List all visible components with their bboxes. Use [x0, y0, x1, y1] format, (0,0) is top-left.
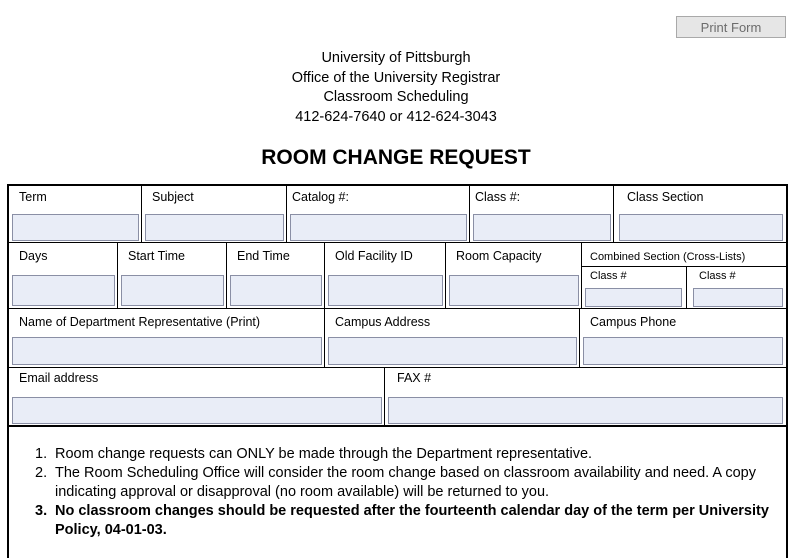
end-time-field[interactable]	[230, 275, 322, 306]
end-time-cell	[227, 243, 325, 309]
fax-label: FAX #	[397, 371, 432, 385]
class-number-field[interactable]	[473, 214, 611, 241]
combined-section-cell	[582, 243, 786, 309]
start-time-label: Start Time	[128, 249, 185, 263]
campus-address-label: Campus Address	[335, 315, 431, 329]
catalog-label: Catalog #:	[292, 190, 349, 204]
days-label: Days	[19, 249, 48, 263]
fax-cell	[385, 368, 786, 425]
subject-field[interactable]	[145, 214, 284, 241]
subject-label: Subject	[152, 190, 194, 204]
class-section-cell	[614, 186, 786, 243]
start-time-cell	[118, 243, 227, 309]
campus-phone-cell	[580, 309, 786, 368]
instruction-item-policy: 3. No classroom changes should be requested after the fourteenth calendar day of the term per University Policy, 04-01-03.	[35, 503, 769, 538]
room-capacity-label: Room Capacity	[456, 249, 542, 263]
days-field[interactable]	[12, 275, 115, 306]
end-time-label: End Time	[237, 249, 290, 263]
instruction-item: 2. The Room Scheduling Office will consider the room change based on classroom availability and need. A copy indicating approval or disapproval (no room available) will be returned to you.	[35, 465, 756, 500]
class-number-label: Class #:	[475, 190, 521, 204]
office-name: Office of the University Registrar	[291, 69, 501, 86]
cross-list-class-field-a[interactable]	[585, 288, 682, 307]
term-field[interactable]	[12, 214, 139, 241]
campus-phone-field[interactable]	[583, 337, 783, 365]
catalog-cell	[287, 186, 470, 243]
phone-numbers: 412-624-7640 or 412-624-3043	[295, 108, 497, 125]
cross-list-class-field-b[interactable]	[693, 288, 783, 307]
old-facility-label: Old Facility ID	[335, 249, 413, 263]
class-number-cell	[470, 186, 614, 243]
form-title: ROOM CHANGE REQUEST	[261, 146, 531, 169]
campus-address-cell	[325, 309, 580, 368]
department-name: Classroom Scheduling	[323, 89, 469, 105]
combined-section-label: Combined Section (Cross-Lists)	[590, 251, 746, 263]
combined-section-divider	[582, 266, 786, 267]
dept-rep-cell	[9, 309, 325, 368]
instructions-section	[7, 427, 788, 558]
days-cell	[9, 243, 118, 309]
fax-field[interactable]	[388, 397, 783, 424]
class-split-divider	[686, 266, 687, 308]
campus-address-field[interactable]	[328, 337, 577, 365]
start-time-field[interactable]	[121, 275, 224, 306]
university-name: University of Pittsburgh	[321, 50, 471, 66]
office-header	[0, 49, 792, 127]
print-form-button[interactable]: Print Form	[676, 16, 786, 38]
campus-phone-label: Campus Phone	[590, 315, 677, 329]
subject-cell	[142, 186, 287, 243]
old-facility-cell	[325, 243, 446, 309]
email-label: Email address	[19, 371, 99, 385]
cross-list-class-label-b: Class #	[699, 270, 736, 282]
dept-rep-label: Name of Department Representative (Print)	[19, 315, 261, 329]
instructions-list	[35, 445, 785, 540]
class-section-field[interactable]	[619, 214, 783, 241]
instruction-item: 1. Room change requests can ONLY be made through the Department representative.	[35, 446, 593, 462]
cross-list-class-label-a: Class #	[590, 270, 627, 282]
dept-rep-field[interactable]	[12, 337, 322, 365]
room-capacity-field[interactable]	[449, 275, 579, 306]
term-cell	[9, 186, 142, 243]
catalog-field[interactable]	[290, 214, 467, 241]
term-label: Term	[19, 190, 47, 204]
request-form	[7, 184, 788, 427]
old-facility-field[interactable]	[328, 275, 443, 306]
email-cell	[9, 368, 385, 425]
email-field[interactable]	[12, 397, 382, 424]
room-capacity-cell	[446, 243, 582, 309]
class-section-label: Class Section	[627, 190, 704, 204]
